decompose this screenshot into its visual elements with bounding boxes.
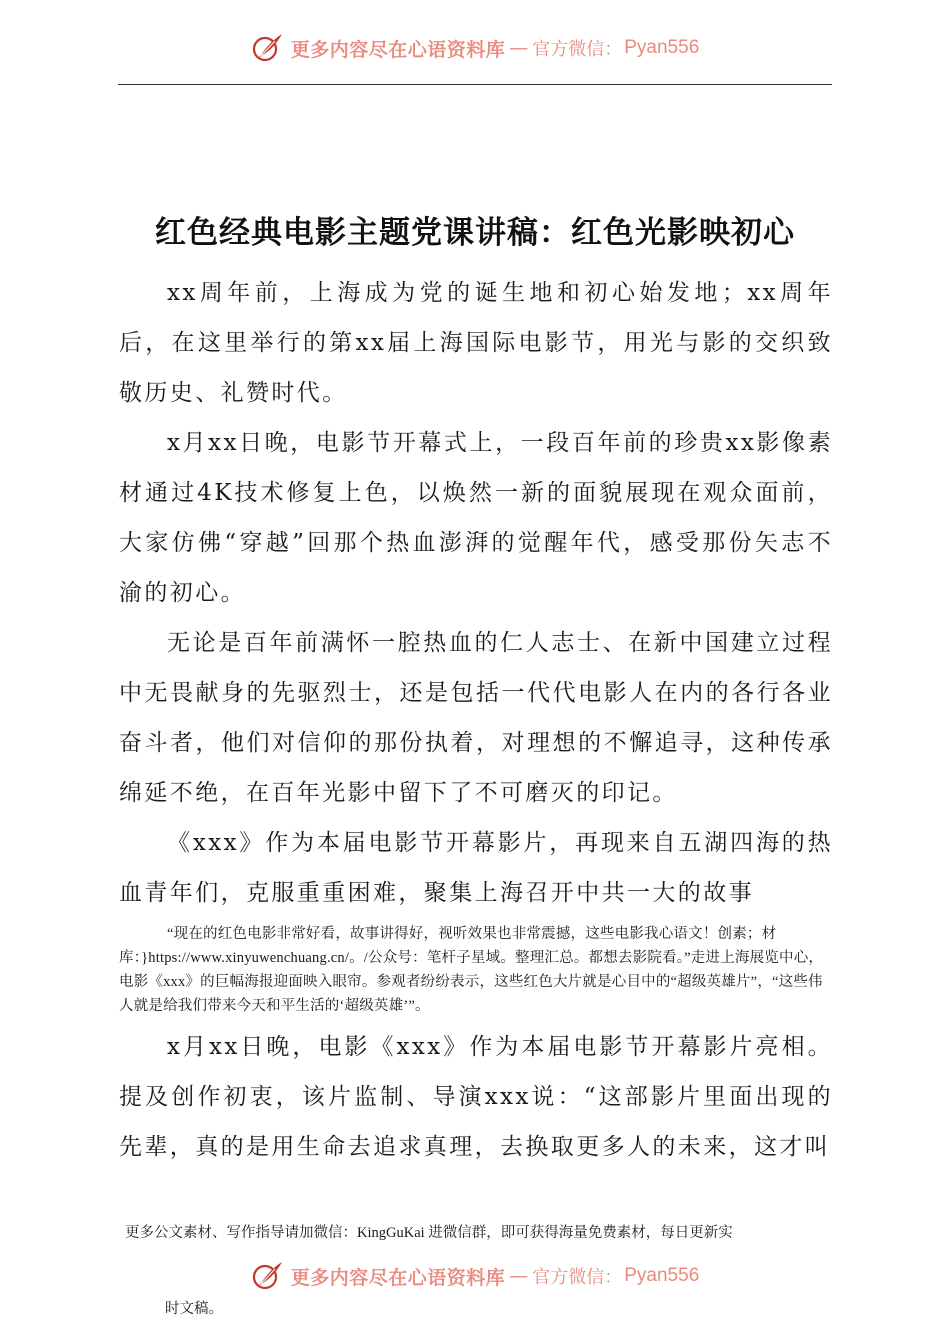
paragraph: 无论是百年前满怀一腔热血的仁人志士、在新中国建立过程中无畏献身的先驱烈士，还是包括一代代电影人在内的各行各业奋斗者，他们对信仰的那份执着，对理想的不懈追寻，这种传承绵延不绝，在百年光影中留下了不可磨灭的印记。 <box>119 630 833 806</box>
paragraph: x月xx日晚，电影节开幕式上，一段百年前的珍贵xx影像素材通过4K技术修复上色，以焕然一新的面貌展现在观众面前，大家仿佛“穿越”回那个热血澎湃的觉醒年代，感受那份矢志不渝的初心。 <box>119 430 833 606</box>
small-paragraph: “现在的红色电影非常好看，故事讲得好，视听效果也非常震撼，这些电影我心语文！创素；材库：}https://www.xinyuwenchuang.cn/。/公众号：笔杆子星域。整理汇总。都想去影院看。”走进上海展览中心，电影《xxx》的巨幅海报迎面映入眼帘。参观者纷纷表示，这些红色大片就是心目中的“超级英雄片”，“这些伟人就是给我们带来今天和平生活的‘超级英雄’”。 <box>119 926 824 1014</box>
header-divider <box>118 84 832 85</box>
footer-note-continued: 时文稿。 <box>165 1301 223 1317</box>
paragraph: xx周年前，上海成为党的诞生地和初心始发地；xx周年后，在这里举行的第xx届上海国际电影节，用光与影的交织致敬历史、礼赞时代。 <box>119 280 833 406</box>
header-watermark <box>0 28 950 68</box>
feather-pen-logo-icon <box>251 31 285 65</box>
footer-brand: 更多内容尽在心语资料库 <box>290 1266 506 1289</box>
footer-note: 更多公文素材、写作指导请加微信：KingGuKai 进微信群，即可获得海量免费素材，每日更新实 <box>125 1225 733 1241</box>
header-account: Pyan556 <box>624 37 700 58</box>
paragraph: x月xx日晚，电影《xxx》作为本届电影节开幕影片亮相。提及创作初衷，该片监制、导演xxx说：“这部影片里面出现的先辈，真的是用生命去追求真理，去换取更多人的未来，这才叫 <box>119 1034 833 1160</box>
footer-wechat-label: 官方微信： <box>532 1267 623 1288</box>
header-brand: 更多内容尽在心语资料库 <box>290 38 506 61</box>
footer-account: Pyan556 <box>624 1265 700 1286</box>
footer-separator: — <box>509 1265 529 1287</box>
header-wechat-label: 官方微信： <box>532 39 623 60</box>
feather-pen-logo-icon <box>251 1259 285 1293</box>
document-body <box>119 268 833 1172</box>
header-separator: — <box>509 37 529 59</box>
document-title: 红色经典电影主题党课讲稿：红色光影映初心 <box>155 214 795 251</box>
footer-watermark <box>0 1256 950 1296</box>
paragraph: 《xxx》作为本届电影节开幕影片，再现来自五湖四海的热血青年们，克服重重困难，聚集上海召开中共一大的故事 <box>119 830 833 906</box>
